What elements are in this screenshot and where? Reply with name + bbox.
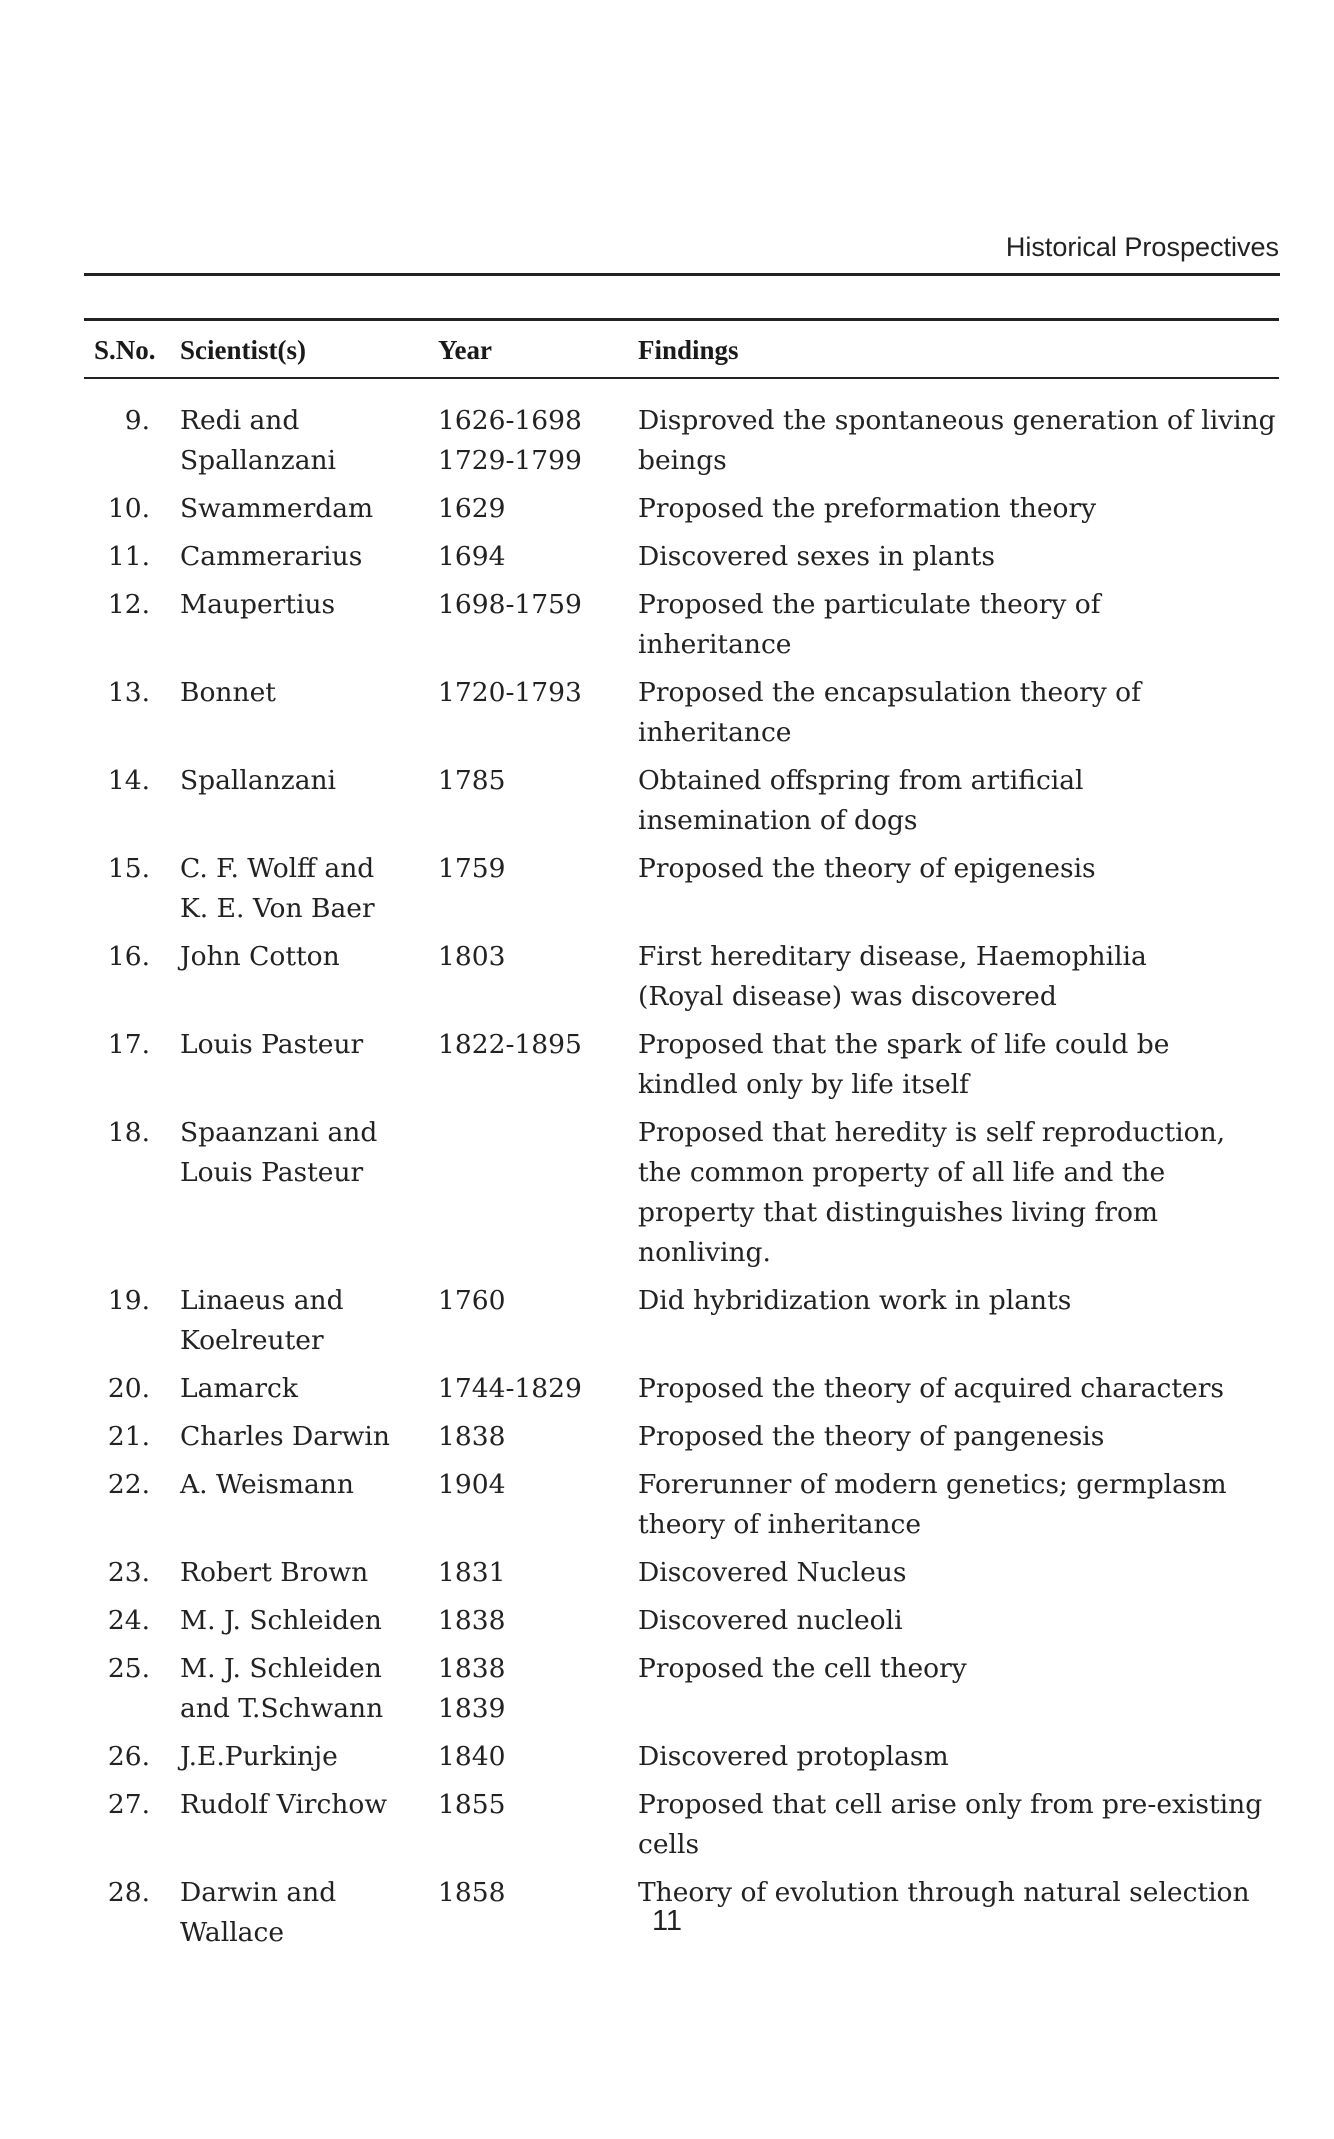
row-year: 1855 xyxy=(438,1789,506,1820)
row-year: 1803 xyxy=(438,941,506,972)
header-rule xyxy=(84,273,1280,276)
row-sno: 22. xyxy=(107,1469,150,1500)
row-scientist: Spallanzani xyxy=(180,765,337,796)
row-finding: Proposed that the spark of life could be kindled only by life itself xyxy=(638,1029,1170,1100)
table-row xyxy=(84,1733,1279,1781)
table-row xyxy=(84,378,1279,485)
row-scientist: A. Weismann xyxy=(180,1469,354,1500)
column-header-year: Year xyxy=(438,335,492,365)
row-sno: 17. xyxy=(107,1029,150,1060)
row-finding: Did hybridization work in plants xyxy=(638,1285,1072,1316)
row-finding: Theory of evolution through natural selection xyxy=(638,1877,1250,1908)
row-year: 1759 xyxy=(438,853,506,884)
table-row xyxy=(84,1021,1279,1109)
row-sno: 28. xyxy=(107,1877,150,1908)
table-row xyxy=(84,1461,1279,1549)
column-header-sno: S.No. xyxy=(94,335,156,365)
row-finding: Proposed the preformation theory xyxy=(638,493,1097,524)
row-sno: 10. xyxy=(107,493,150,524)
row-sno: 9. xyxy=(124,405,150,436)
row-year xyxy=(438,1109,638,1277)
row-finding: Proposed the cell theory xyxy=(638,1653,967,1684)
row-scientist: J.E.Purkinje xyxy=(180,1741,338,1772)
row-year: 1840 xyxy=(438,1741,506,1772)
table-row xyxy=(84,1597,1279,1645)
table-row xyxy=(84,757,1279,845)
row-sno: 18. xyxy=(107,1117,150,1148)
table-row xyxy=(84,1549,1279,1597)
row-finding: Obtained offspring from artificial insemination of dogs xyxy=(638,765,1084,836)
row-sno: 12. xyxy=(107,589,150,620)
row-scientist: Maupertius xyxy=(180,589,336,620)
row-scientist: Redi and Spallanzani xyxy=(180,405,337,476)
table-header-row xyxy=(84,320,1279,379)
row-sno: 20. xyxy=(107,1373,150,1404)
row-sno: 14. xyxy=(107,765,150,796)
row-year: 1744-1829 xyxy=(438,1373,582,1404)
table-row xyxy=(84,669,1279,757)
table-row xyxy=(84,533,1279,581)
table-row xyxy=(84,933,1279,1021)
row-finding: Forerunner of modern genetics; germplasm theory of inheritance xyxy=(638,1469,1227,1540)
row-year: 1760 xyxy=(438,1285,506,1316)
row-scientist: John Cotton xyxy=(180,941,340,972)
row-sno: 19. xyxy=(107,1285,150,1316)
row-sno: 21. xyxy=(107,1421,150,1452)
table-row xyxy=(84,1645,1279,1733)
table-row xyxy=(84,1277,1279,1365)
table-row xyxy=(84,1413,1279,1461)
table-row xyxy=(84,1109,1279,1277)
row-scientist: Lamarck xyxy=(180,1373,298,1404)
row-finding: Proposed the theory of acquired characters xyxy=(638,1373,1224,1404)
row-year: 1629 xyxy=(438,493,506,524)
row-sno: 15. xyxy=(107,853,150,884)
row-sno: 23. xyxy=(107,1557,150,1588)
row-year: 1904 xyxy=(438,1469,506,1500)
row-finding: Disproved the spontaneous generation of living beings xyxy=(638,405,1276,476)
row-scientist: Charles Darwin xyxy=(180,1421,390,1452)
table-row xyxy=(84,845,1279,933)
row-scientist: Linaeus and Koelreuter xyxy=(180,1285,344,1356)
row-finding: Discovered sexes in plants xyxy=(638,541,995,572)
row-finding: Discovered nucleoli xyxy=(638,1605,903,1636)
row-finding: Proposed that heredity is self reproduction, the common property of all life and the property that distinguishes living from nonliving. xyxy=(638,1117,1226,1268)
row-year: 1698-1759 xyxy=(438,589,582,620)
row-year: 1838 xyxy=(438,1421,506,1452)
row-finding: Proposed the particulate theory of inheritance xyxy=(638,589,1101,660)
row-year: 1858 xyxy=(438,1877,506,1908)
row-year: 1838 xyxy=(438,1605,506,1636)
row-scientist: Rudolf Virchow xyxy=(180,1789,388,1820)
row-scientist: Robert Brown xyxy=(180,1557,369,1588)
row-scientist: M. J. Schleiden and T.Schwann xyxy=(180,1653,384,1724)
row-scientist: Swammerdam xyxy=(180,493,374,524)
row-finding: Proposed that cell arise only from pre-existing cells xyxy=(638,1789,1263,1860)
row-year: 1626-1698 1729-1799 xyxy=(438,405,582,476)
column-header-scientist: Scientist(s) xyxy=(180,335,306,365)
row-year: 1720-1793 xyxy=(438,677,582,708)
row-scientist: C. F. Wolff and K. E. Von Baer xyxy=(180,853,375,924)
row-finding: Discovered Nucleus xyxy=(638,1557,907,1588)
table-row xyxy=(84,1781,1279,1869)
table-row xyxy=(84,485,1279,533)
page-number: 11 xyxy=(651,1905,683,1937)
row-finding: Proposed the encapsulation theory of inheritance xyxy=(638,677,1141,748)
running-header-title: Historical Prospectives xyxy=(1005,232,1279,262)
row-scientist: Bonnet xyxy=(180,677,276,708)
row-sno: 25. xyxy=(107,1653,150,1684)
row-sno: 26. xyxy=(107,1741,150,1772)
row-scientist: Spaanzani and Louis Pasteur xyxy=(180,1117,378,1188)
row-year: 1822-1895 xyxy=(438,1029,582,1060)
findings-table xyxy=(84,318,1279,1957)
row-sno: 11. xyxy=(107,541,150,572)
findings-table-container xyxy=(84,318,1279,1957)
table-row xyxy=(84,581,1279,669)
row-scientist: Darwin and Wallace xyxy=(180,1877,337,1948)
row-finding: First hereditary disease, Haemophilia (Royal disease) was discovered xyxy=(638,941,1147,1012)
row-sno: 27. xyxy=(107,1789,150,1820)
row-year: 1785 xyxy=(438,765,506,796)
row-sno: 24. xyxy=(107,1605,150,1636)
row-scientist: M. J. Schleiden xyxy=(180,1605,382,1636)
column-header-findings: Findings xyxy=(638,335,739,365)
row-scientist: Cammerarius xyxy=(180,541,363,572)
row-finding: Proposed the theory of epigenesis xyxy=(638,853,1096,884)
row-finding: Proposed the theory of pangenesis xyxy=(638,1421,1105,1452)
row-year: 1838 1839 xyxy=(438,1653,506,1724)
row-year: 1694 xyxy=(438,541,506,572)
row-year: 1831 xyxy=(438,1557,506,1588)
row-scientist: Louis Pasteur xyxy=(180,1029,364,1060)
row-sno: 13. xyxy=(107,677,150,708)
row-sno: 16. xyxy=(107,941,150,972)
table-body xyxy=(84,378,1279,1957)
table-row xyxy=(84,1365,1279,1413)
row-finding: Discovered protoplasm xyxy=(638,1741,949,1772)
